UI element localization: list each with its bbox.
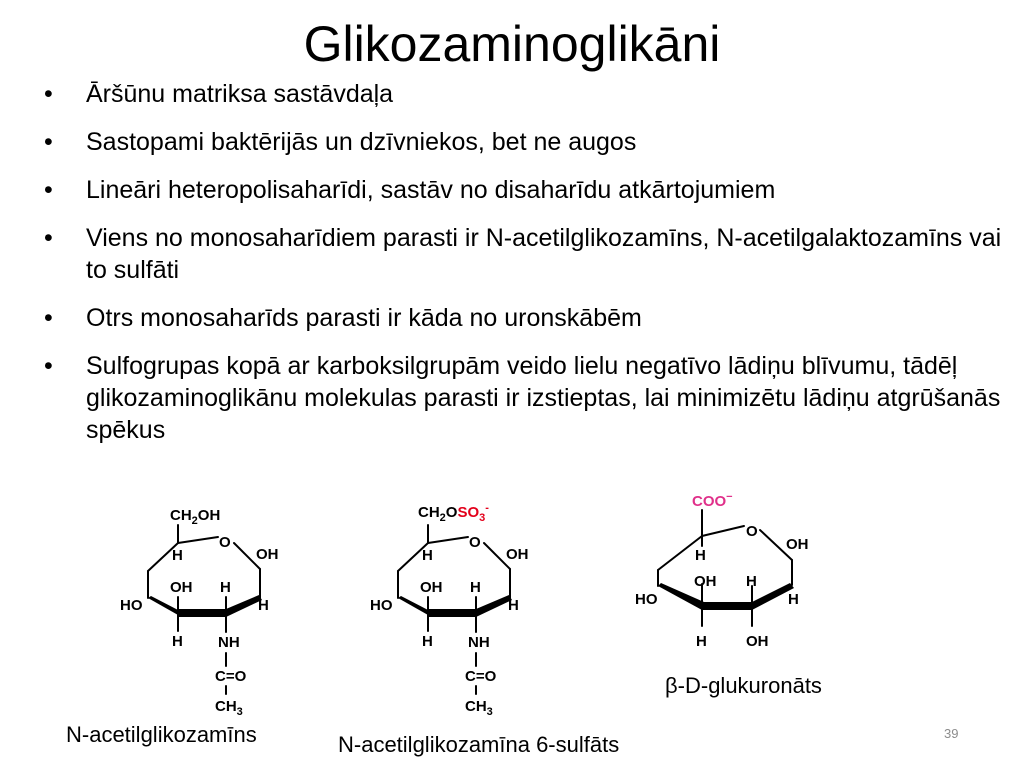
h-label: H — [746, 573, 757, 590]
bullet-icon: • — [44, 128, 53, 156]
caption-n-acetylglucosamine: N-acetilglikozamīns — [66, 722, 257, 747]
carbonyl-label: C=O — [215, 668, 247, 685]
anomeric-oh-label: OH — [786, 536, 809, 553]
h-label: H — [258, 597, 269, 614]
beta-d-glucuronate-structure — [610, 480, 830, 660]
ch2oh-label: $CH_2OH$ — [170, 507, 221, 527]
bullet-item — [42, 302, 1002, 334]
oh-label: OH — [746, 633, 769, 650]
ring-oxygen-label: O — [219, 534, 231, 551]
h-label: H — [422, 633, 433, 650]
bullet-item — [42, 350, 1002, 446]
h-label: H — [422, 547, 433, 564]
methyl-label: $CH_3$ — [465, 698, 493, 718]
carboxylate-label: COO− — [692, 491, 733, 510]
caption-n-acetylglucosamine-6-sulfate: N-acetilglikozamīna 6-sulfāts — [338, 732, 620, 757]
nh-label: NH — [468, 634, 490, 651]
bullet-icon: • — [44, 80, 53, 108]
n-acetylglucosamine-6-sulfate-structure — [350, 495, 560, 720]
bullet-item — [42, 126, 1002, 158]
bullet-item — [42, 174, 1002, 206]
page-number: 39 — [944, 726, 959, 741]
bullet-icon: • — [44, 176, 53, 204]
methyl-label: $CH_3$ — [215, 698, 243, 718]
bullet-icon: • — [44, 224, 53, 252]
bullet-text: Āršūnu matriksa sastāvdaļa — [86, 80, 394, 108]
n-acetylglucosamine-structure — [100, 495, 310, 720]
carbonyl-label: C=O — [465, 668, 497, 685]
h-label: H — [470, 579, 481, 596]
h-label: H — [172, 547, 183, 564]
ho-label: HO — [635, 591, 658, 608]
bullet-icon: • — [44, 352, 53, 380]
anomeric-oh-label: OH — [256, 546, 279, 563]
h-label: H — [788, 591, 799, 608]
caption-beta-d-glucuronate: β-D-glukuronāts — [665, 673, 822, 698]
bullet-text: Sulfogrupas kopā ar karboksilgrupām veido lielu negatīvo lādiņu blīvumu, tādēļ glikozaminoglikānu molekulas parasti ir izstieptas, lai minimizētu lādiņu atgrūšanās spēkus — [86, 352, 1001, 444]
h-label: H — [220, 579, 231, 596]
ring-oxygen-label: O — [746, 523, 758, 540]
h-label: H — [695, 547, 706, 564]
h-label: H — [172, 633, 183, 650]
bullet-text: Sastopami baktērijās un dzīvniekos, bet ne augos — [86, 128, 637, 156]
oh-label: OH — [694, 573, 717, 590]
slide-title: Glikozaminoglikāni — [303, 16, 721, 72]
bullet-text: Otrs monosaharīds parasti ir kāda no uronskābēm — [86, 304, 642, 332]
ho-label: HO — [120, 597, 143, 614]
ho-label: HO — [370, 597, 393, 614]
bullet-item — [42, 222, 1002, 286]
bullet-text: Lineāri heteropolisaharīdi, sastāv no disaharīdu atkārtojumiem — [86, 176, 776, 204]
nh-label: NH — [218, 634, 240, 651]
bullet-icon: • — [44, 304, 53, 332]
h-label: H — [696, 633, 707, 650]
oh-label: OH — [420, 579, 443, 596]
bullet-item — [42, 78, 1002, 110]
ring-oxygen-label: O — [469, 534, 481, 551]
h-label: H — [508, 597, 519, 614]
bullet-text: Viens no monosaharīdiem parasti ir N-acetilglikozamīns, N-acetilgalaktozamīns vai to sulfāti — [86, 224, 1002, 284]
bullet-list — [42, 78, 1002, 462]
oh-label: OH — [170, 579, 193, 596]
ch2oso3-label: $CH_2OSO_3^-$ — [418, 502, 489, 524]
anomeric-oh-label: OH — [506, 546, 529, 563]
